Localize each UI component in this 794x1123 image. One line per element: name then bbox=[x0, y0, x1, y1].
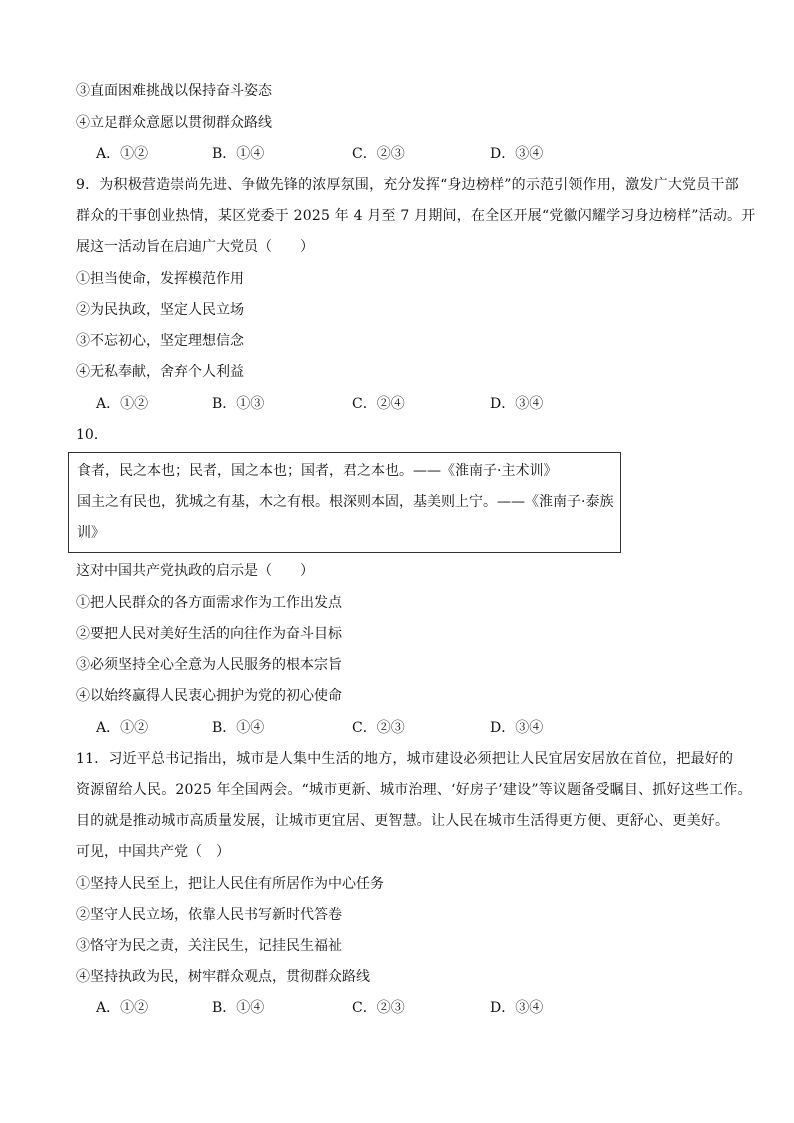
q10-quote-line-1: 食者，民之本也；民者，国之本也；国者，君之本也。——《淮南子·主术训》 bbox=[77, 463, 558, 479]
option-b[interactable]: B．①③ bbox=[212, 396, 265, 412]
q11-item-1: ①坚持人民至上，把让人民住有所居作为中心任务 bbox=[76, 876, 384, 892]
q9-item-1: ①担当使命，发挥模范作用 bbox=[76, 271, 244, 287]
q11-stem-line-1: 11．习近平总书记指出，城市是人集中生活的地方，城市建设必须把让人民宜居安居放在首位，把最好的 bbox=[76, 751, 734, 767]
q10-quote-line-3: 训》 bbox=[77, 525, 105, 541]
q11-item-3: ③恪守为民之责，关注民生，记挂民生福祉 bbox=[76, 938, 342, 954]
option-d[interactable]: D．③④ bbox=[490, 720, 544, 736]
q9-item-4: ④无私奉献，舍弃个人利益 bbox=[76, 364, 244, 380]
prev-item-3: ③直面困难挑战以保持奋斗姿态 bbox=[76, 83, 272, 99]
q9-stem-line-1: 9．为积极营造崇尚先进、争做先锋的浓厚氛围，充分发挥“身边榜样”的示范引领作用，激发广大党员干部 bbox=[76, 177, 739, 193]
option-a[interactable]: A．①② bbox=[96, 720, 149, 736]
q9-options bbox=[96, 394, 656, 414]
option-d[interactable]: D．③④ bbox=[490, 396, 544, 412]
q11-stem-line-4: 可见，中国共产党（ ） bbox=[76, 844, 230, 860]
option-c[interactable]: C．②③ bbox=[352, 1000, 405, 1016]
q11-stem-line-3: 目的就是推动城市高质量发展，让城市更宜居、更智慧。让人民在城市生活得更方便、更舒心、更美好。 bbox=[76, 813, 730, 829]
option-c[interactable]: C．②③ bbox=[352, 720, 405, 736]
q10-item-3: ③必须坚持全心全意为人民服务的根本宗旨 bbox=[76, 657, 342, 673]
q10-item-4: ④以始终赢得人民衷心拥护为党的初心使命 bbox=[76, 688, 342, 704]
q9-item-3: ③不忘初心，坚定理想信念 bbox=[76, 333, 244, 349]
option-a[interactable]: A．①② bbox=[96, 1000, 149, 1016]
option-a[interactable]: A．①② bbox=[96, 396, 149, 412]
q10-number: 10． bbox=[76, 427, 108, 443]
q10-quote-box bbox=[68, 452, 621, 553]
prev-item-4: ④立足群众意愿以贯彻群众路线 bbox=[76, 115, 272, 131]
option-b[interactable]: B．①④ bbox=[212, 720, 265, 736]
q10-item-2: ②要把人民对美好生活的向往作为奋斗目标 bbox=[76, 626, 342, 642]
option-b[interactable]: B．①④ bbox=[212, 1000, 265, 1016]
option-c[interactable]: C．②③ bbox=[352, 146, 405, 162]
q11-stem-line-2: 资源留给人民。2025 年全国两会。“城市更新、城市治理、‘好房子’建设”等议题备受瞩目、抓好这些工作。 bbox=[76, 782, 752, 798]
option-d[interactable]: D．③④ bbox=[490, 146, 544, 162]
option-c[interactable]: C．②④ bbox=[352, 396, 405, 412]
q9-stem-line-3: 展这一活动旨在启迪广大党员（ ） bbox=[76, 239, 314, 255]
q11-item-4: ④坚持执政为民，树牢群众观点，贯彻群众路线 bbox=[76, 969, 370, 985]
q10-item-1: ①把人民群众的各方面需求作为工作出发点 bbox=[76, 595, 342, 611]
q10-options bbox=[96, 718, 656, 738]
q11-item-2: ②坚守人民立场，依靠人民书写新时代答卷 bbox=[76, 907, 342, 923]
option-a[interactable]: A．①② bbox=[96, 146, 149, 162]
q10-stem: 这对中国共产党执政的启示是（ ） bbox=[76, 563, 314, 579]
q9-stem-line-2: 群众的干事创业热情，某区党委于 2025 年 4 月至 7 月期间，在全区开展“党徽闪耀学习身边榜样”活动。开 bbox=[76, 208, 756, 224]
q10-quote-line-2: 国主之有民也，犹城之有基，木之有根。根深则本固，基美则上宁。——《淮南子·泰族 bbox=[77, 494, 614, 510]
prev-options bbox=[96, 144, 656, 164]
q11-options bbox=[96, 998, 656, 1018]
q9-item-2: ②为民执政，坚定人民立场 bbox=[76, 302, 244, 318]
option-b[interactable]: B．①④ bbox=[212, 146, 265, 162]
option-d[interactable]: D．③④ bbox=[490, 1000, 544, 1016]
